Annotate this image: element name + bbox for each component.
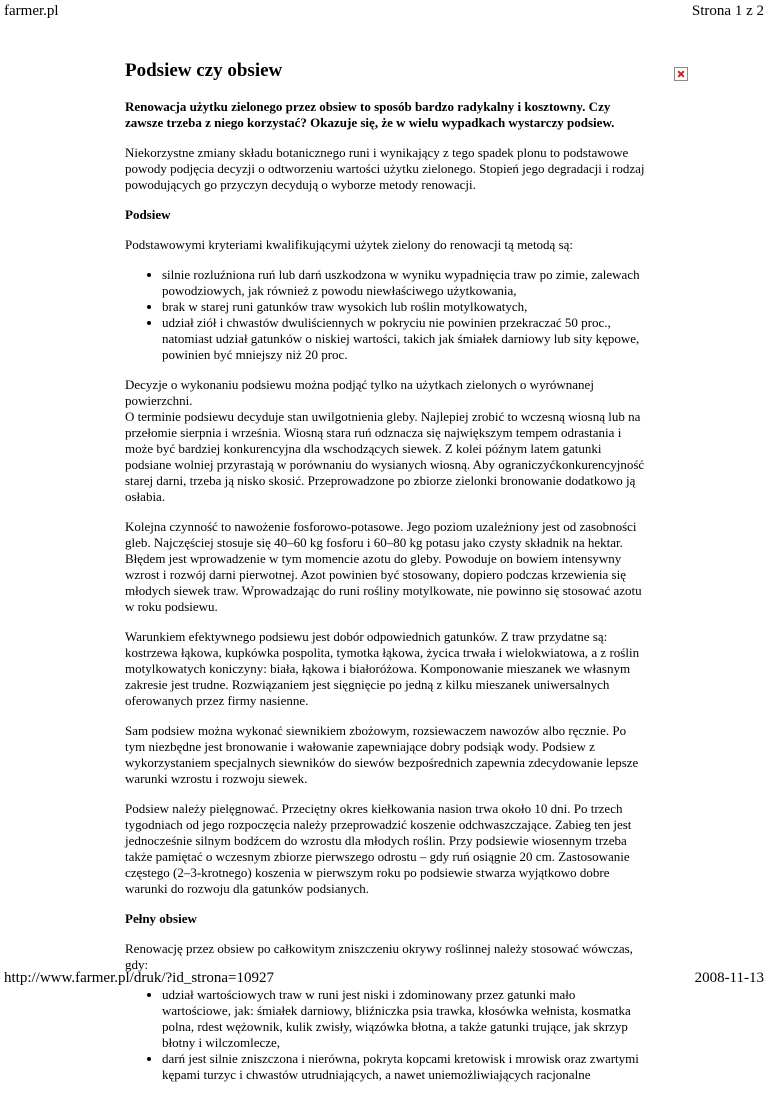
broken-image-icon <box>674 67 688 81</box>
paragraph-gatunki: Warunkiem efektywnego podsiewu jest dobór odpowiednich gatunków. Z traw przydatne są: kostrzewa łąkowa, kupkówka pospolita, tymotka łąkowa, życica trwała i wielokwiatowa, a z roślin motylkowatych koniczyny: biała, łąkowa i białoróżowa. Komponowanie mieszanek we własnym zakresie jest trudne. Rozwiązaniem jest sięgnięcie po jedną z kilku mieszanek uniwersalnych oferowanych przez firmy nasienne. <box>125 628 640 708</box>
paragraph-decyzje-line2: O terminie podsiewu decyduje stan uwilgotnienia gleby. Najlepiej zrobić to wczesną wiosną lub na przełomie sierpnia i września. Wiosną stara ruń odznacza się największym tempem odrastania i może być bardziej konkurencyjna dla wschodzących siewek. Z kolei późnym latem gatunki podsiane wolniej przyrastają w porównaniu do wysianych wiosną. Aby ograniczyćkonkurencyjność starej darni, trzeba ją nisko skosić. Przeprowadzone po zbiorze zielonki bronowanie dodatkowo ją osłabia. <box>125 408 645 504</box>
list-item: • udział wartościowych traw w runi jest niski i zdominowany przez gatunki mało wartościowe, jak: śmiałek darniowy, bliźniczka psia trawka, kłosówka wełnista, kosmatka polna, rdest wężownik, kulik zwisły, wiązówka błotna, a także gatunki trujące, jak skrzyp błotny i wilczomlecze, <box>162 987 645 1051</box>
section-obsiew-intro: Renowację przez obsiew po całkowitym zniszczeniu okrywy roślinnej należy stosować wówczas, gdy: <box>125 940 633 972</box>
section-heading-podsiew: Podsiew <box>125 206 171 222</box>
article <box>125 60 645 1097</box>
conditions-list <box>125 987 645 1083</box>
article-title: Podsiew czy obsiew <box>125 60 283 81</box>
article-intro: Niekorzystne zmiany składu botanicznego runi i wynikający z tego spadek plonu to podstawowe powody podjęcia decyzji o odtworzeniu wartości użytku zielonego. Stopień jego degradacji i rodzaj powodujących go przyczyn decydują o wyborze metody renowacji. <box>125 144 645 192</box>
paragraph-pielegnacja: Podsiew należy pielęgnować. Przeciętny okres kiełkowania nasion trwa około 10 dni. Po trzech tygodniach od jego rozpoczęcia należy przeprowadzić koszenie odchwaszczające. Zabieg ten jest jednocześnie silnym bodźcem do wzrostu dla młodych roślin. Przy podsiewie wiosennym trzeba także pamiętać o wczesnym zbiorze pierwszego odrostu – gdy ruń osiągnie 20 cm. Zastosowanie częstego (2–3-krotnego) koszenia w pierwszym roku po podsiewie stwarza wyjątkowo dobre warunki do rozwoju dla gatunków podsianych. <box>125 800 632 896</box>
section-podsiew-intro: Podstawowymi kryteriami kwalifikującymi użytek zielony do renowacji tą metodą są: <box>125 236 574 252</box>
list-item: • darń jest silnie zniszczona i nierówna, pokryta kopcami kretowisk i mrowisk oraz zwartymi kępami turzyc i chwastów utrudniających, a nawet uniemożliwiających racjonalne <box>162 1051 645 1083</box>
paragraph-nawozenie: Kolejna czynność to nawożenie fosforowo-potasowe. Jego poziom uzależniony jest od zasobności gleb. Najczęściej stosuje się 40–60 kg fosforu i 60–80 kg potasu jako czysty składnik na hektar. Błędem jest wprowadzenie w tym momencie azotu do gleby. Powoduje on bowiem intensywny wzrost i rozwój darni pierwotnej. Azot powinien być stosowany, dopiero podczas krzewienia się młodych siewek traw. Wprowadzając do runi rośliny motylkowate, nie powinno się stosować azotu w roku podsiewu. <box>125 518 642 614</box>
paragraph-decyzje-line1: Decyzje o wykonaniu podsiewu można podjąć tylko na użytkach zielonych o wyrównanej powierzchni. <box>125 376 594 408</box>
footer-date: 2008-11-13 <box>694 970 764 986</box>
list-item: • silnie rozluźniona ruń lub darń uszkodzona w wyniku wypadnięcia traw po zimie, zalewach powodziowych, jak również z powodu niewłaściwego użytkowania, <box>162 267 645 299</box>
section-heading-obsiew: Pełny obsiew <box>125 910 197 926</box>
list-item: • brak w starej runi gatunków traw wysokich lub roślin motylkowatych, <box>162 299 645 315</box>
footer-url: http://www.farmer.pl/druk/?id_strona=10927 <box>4 970 274 986</box>
header-page-counter: Strona 1 z 2 <box>691 3 764 19</box>
article-lead: Renowacja użytku zielonego przez obsiew to sposób bardzo radykalny i kosztowny. Czy zawsze trzeba z niego korzystać? Okazuje się, że w wielu wypadkach wystarczy podsiew. <box>125 98 615 130</box>
header-site-name: farmer.pl <box>4 3 59 19</box>
list-item: • udział ziół i chwastów dwuliściennych w pokryciu nie powinien przekraczać 50 proc., natomiast udział gatunków o niskiej wartości, takich jak śmiałek darniowy lub sity kępowe, powinien być mniejszy niż 20 proc. <box>162 315 645 363</box>
criteria-list <box>125 267 645 363</box>
paragraph-decyzje <box>125 377 645 505</box>
paragraph-siewnik: Sam podsiew można wykonać siewnikiem zbożowym, rozsiewaczem nawozów albo ręcznie. Po tym niezbędne jest bronowanie i wałowanie zapewniające dobry podsiąk wody. Podsiew z wykorzystaniem specjalnych siewników do siewów bezpośrednich zapewnia zdecydowanie lepsze warunki wzrostu i rozwoju siewek. <box>125 722 639 786</box>
